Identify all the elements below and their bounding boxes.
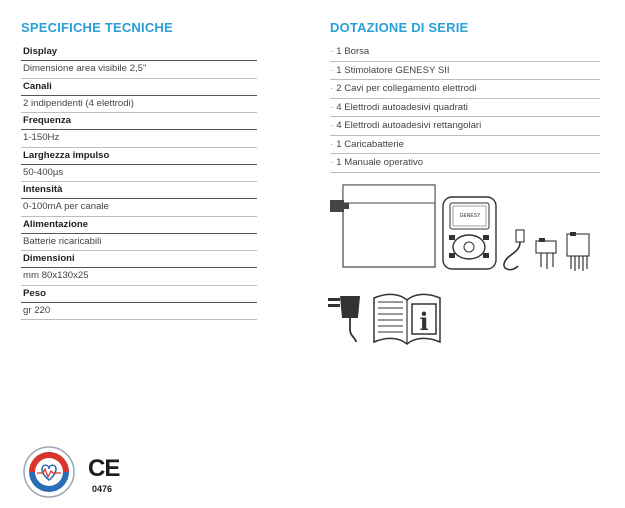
spec-label: Display [21, 44, 257, 61]
kit-item-label: 4 Elettrodi autoadesivi quadrati [336, 101, 468, 113]
kit-item [330, 136, 600, 155]
manual-book-icon [370, 290, 444, 348]
kit-item-label: 1 Stimolatore GENESY SII [336, 64, 450, 76]
spec-label: Alimentazione [21, 217, 257, 234]
spec-value: 2 indipendenti (4 elettrodi) [21, 96, 257, 114]
manual-info-glyph: i [419, 307, 429, 336]
bullet-icon: · [330, 64, 334, 76]
spec-label: Canali [21, 79, 257, 96]
spec-label: Intensità [21, 182, 257, 199]
spec-value: 0-100mA per canale [21, 199, 257, 217]
spec-label: Frequenza [21, 113, 257, 130]
device-brand-label: GENESY [459, 213, 481, 219]
ce-notified-body-code: 0476 [92, 484, 113, 494]
spec-value: mm 80x130x25 [21, 268, 257, 286]
kit-item [330, 154, 600, 173]
spec-value: Batterie ricaricabili [21, 234, 257, 252]
spec-value: 50-400µs [21, 165, 257, 183]
spec-label: Larghezza impulso [21, 148, 257, 165]
kit-item [330, 43, 600, 62]
kit-item-label: 2 Cavi per collegamento elettrodi [336, 83, 477, 94]
spec-label: Peso [21, 286, 257, 303]
stimulator-device-icon [441, 195, 499, 271]
charger-icon [326, 288, 368, 344]
spec-label: Dimensioni [21, 251, 257, 268]
kit-item-label: 1 Borsa [336, 46, 370, 57]
specs-table [21, 44, 257, 320]
bullet-icon: · [330, 83, 334, 94]
spec-value: gr 220 [21, 303, 257, 321]
cable-icon [498, 228, 532, 274]
square-electrode-icon [533, 237, 559, 273]
bullet-icon: · [330, 138, 334, 150]
bullet-icon: · [330, 46, 334, 57]
spec-value: 1-150Hz [21, 130, 257, 148]
kit-item [330, 99, 600, 118]
kit-item [330, 62, 600, 81]
bullet-icon: · [330, 101, 334, 113]
kit-item-label: 1 Caricabatterie [336, 138, 404, 150]
bullet-icon: · [330, 120, 334, 131]
kit-item [330, 117, 600, 136]
bag-icon [328, 180, 438, 270]
ce-mark: CE [88, 455, 120, 482]
specs-heading: SPECIFICHE TECNICHE [21, 20, 173, 35]
kit-item-label: 1 Manuale operativo [336, 157, 424, 168]
spec-value: Dimensione area visibile 2,5" [21, 61, 257, 79]
kit-item-label: 4 Elettrodi autoadesivi rettangolari [336, 120, 482, 131]
bullet-icon: · [330, 157, 334, 168]
kit-item [330, 80, 600, 99]
rectangular-electrode-icon [564, 231, 592, 273]
kit-list [330, 43, 600, 173]
kit-heading: DOTAZIONE DI SERIE [330, 20, 469, 35]
certification-badge-icon [22, 445, 76, 499]
